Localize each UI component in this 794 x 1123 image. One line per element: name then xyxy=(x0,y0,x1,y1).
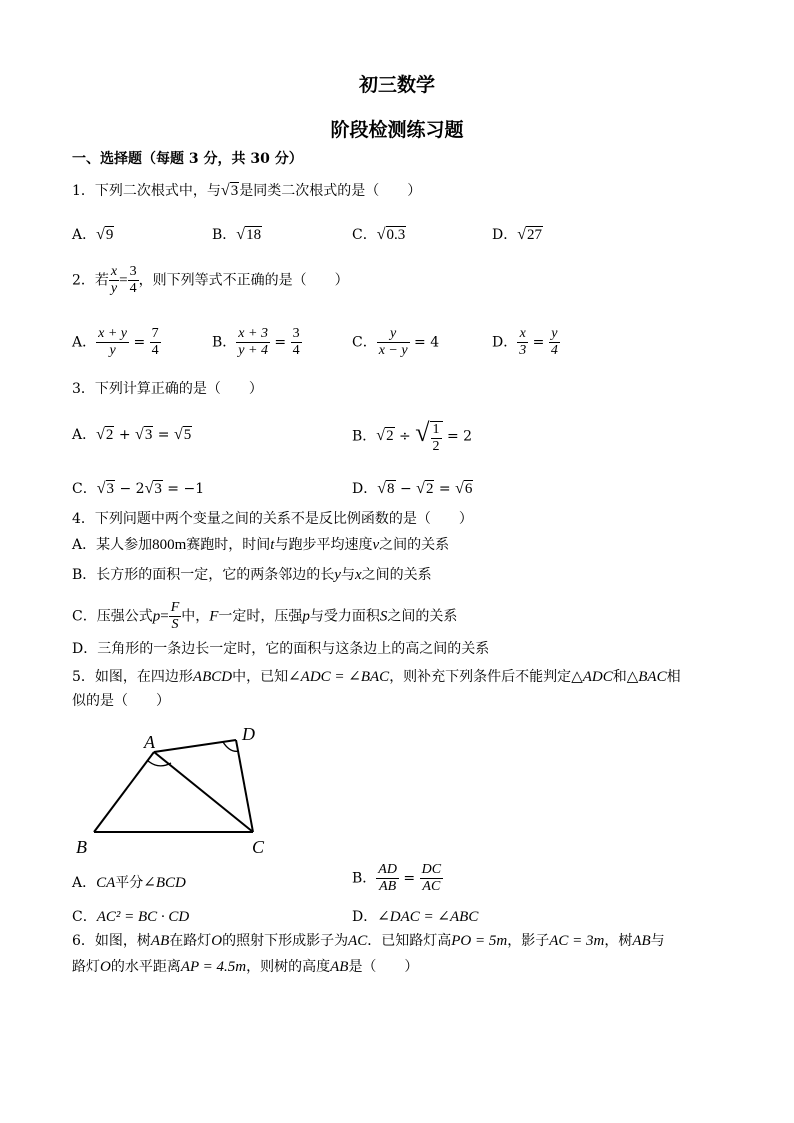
edge-ad xyxy=(154,740,236,752)
q1-stem-prefix: 1．下列二次根式中，与 xyxy=(72,183,221,199)
q4-option-d: D．三角形的一条边长一定时，它的面积与这条边上的高之间的关系 xyxy=(72,641,490,657)
q3-option-c: C．√3 − 2√3 = −1 xyxy=(72,480,205,497)
page-subtitle: 阶段检测练习题 xyxy=(330,119,464,141)
question-4-stem: 4．下列问题中两个变量之间的关系不是反比例函数的是（ ） xyxy=(72,511,473,527)
section-heading: 一、选择题（每题 3 分，共 30 分） xyxy=(72,151,303,167)
edge-dc xyxy=(236,740,253,832)
edge-ab xyxy=(94,752,154,832)
label-c: C xyxy=(252,837,265,857)
question-1-stem xyxy=(72,182,421,200)
q2-option-c: C． $\frac{y}{x - y}$ = 4 xyxy=(352,326,440,358)
q5-option-d: D．∠DAC = ∠ABC xyxy=(352,909,479,925)
quadrilateral-figure xyxy=(70,720,290,860)
page-title: 初三数学 xyxy=(358,74,435,96)
question-5-stem-line2: 似的是（ ） xyxy=(72,693,170,709)
question-6-stem: 6．如图，树AB在路灯O的照射下形成影子为AC．已知路灯高PO = 5m，影子AC = 3m，树AB与 xyxy=(72,933,665,949)
q5-option-c: C．AC² = BC · CD xyxy=(72,909,190,925)
q2-option-a: A． $\frac{x + y}{y}$ = $\frac{7}{4}$ xyxy=(72,326,159,358)
q2-fraction-xy: $\frac{x}{y}$ xyxy=(110,264,118,296)
q1-option-c: C．√0.3 xyxy=(352,226,406,243)
label-d: D xyxy=(242,724,255,744)
q1-sqrt: √3 xyxy=(220,182,239,199)
q4-option-c: C．压强公式p= $\frac{F}{S}$ 中，F一定时，压强p与受力面积S之间的关系 xyxy=(72,600,458,632)
q3-option-d: D．√8 − √2 = √6 xyxy=(352,480,473,497)
q2-option-d: D． $\frac{x}{3}$ = $\frac{y}{4}$ xyxy=(492,326,558,358)
label-b: B xyxy=(76,837,87,857)
q2-option-b: B． $\frac{x + 3}{y + 4}$ = $\frac{3}{4}$ xyxy=(212,326,300,358)
q1-option-a: A．√9 xyxy=(72,226,114,243)
q1-option-b: B．√18 xyxy=(212,226,262,243)
question-2-stem: 2．若 $\frac{x}{y}$ = $\frac{3}{4}$ ，则下列等式不正确的是（ ） xyxy=(72,264,349,296)
q5-option-a: A．CA平分∠BCD xyxy=(72,875,186,891)
question-3-stem: 3．下列计算正确的是（ ） xyxy=(72,381,263,397)
q4-option-a: A．某人参加800m赛跑时，时间t与跑步平均速度v之间的关系 xyxy=(72,537,450,553)
q1-stem-suffix: 是同类二次根式的是（ ） xyxy=(239,183,422,199)
q2-fraction-34: $\frac{3}{4}$ xyxy=(129,264,137,296)
label-a: A xyxy=(144,732,155,752)
q3-option-a: A．√2 + √3 = √5 xyxy=(72,426,192,443)
q4-option-b: B．长方形的面积一定，它的两条邻边的长y与x之间的关系 xyxy=(72,567,432,583)
q1-option-d: D．√27 xyxy=(492,226,543,243)
q3-option-b: B．√2 ÷ √ $\frac{1}{2}$ = 2 xyxy=(352,418,473,454)
question-5-stem: 5．如图，在四边形ABCD中，已知∠ADC = ∠BAC，则补充下列条件后不能判定△ADC和△BAC相 xyxy=(72,669,681,685)
q5-option-b: B． $\frac{AD}{AB}$ = $\frac{DC}{AC}$ xyxy=(352,862,442,894)
question-6-stem-line2: 路灯O的水平距离AP = 4.5m，则树的高度AB是（ ） xyxy=(72,959,419,975)
